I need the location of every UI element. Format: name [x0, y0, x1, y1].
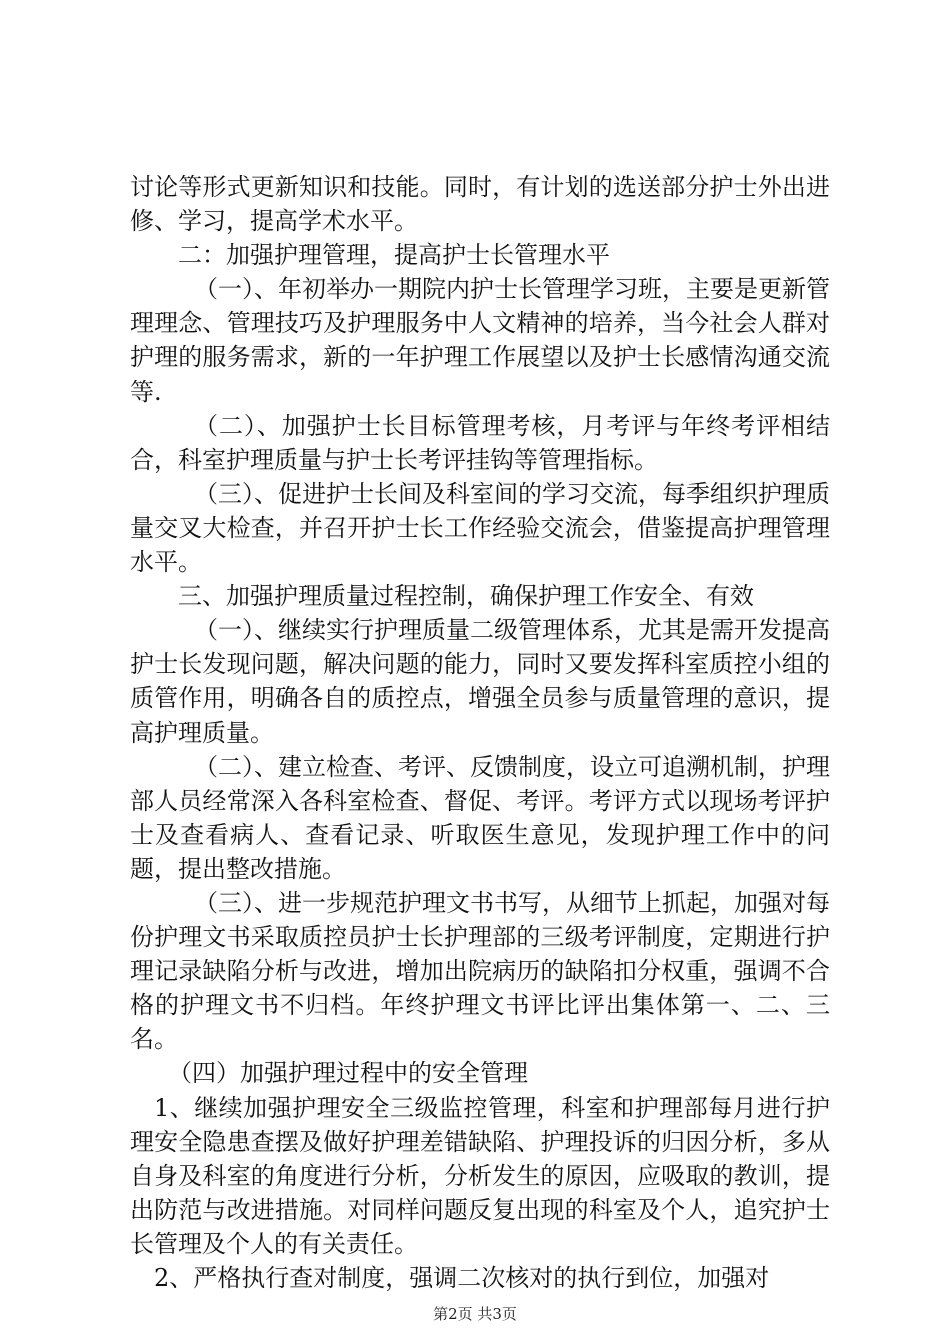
page-footer: 第2页 共3页	[433, 1305, 517, 1323]
paragraph: 三、加强护理质量过程控制，确保护理工作安全、有效	[178, 582, 754, 611]
paragraph: （二）、加强护士长目标管理考核，月考评与年终考评相结合，科室护理质量与护士长考评挂钩等管理指标。	[130, 411, 830, 474]
paragraph: （四）加强护理过程中的安全管理	[168, 1059, 528, 1088]
paragraph: （二）、建立检查、考评、反馈制度，设立可追溯机制，护理部人员经常深入各科室检查、督促、考评。考评方式以现场考评护士及查看病人、查看记录、听取医生意见，发现护理工作中的问题，提出整改措施。	[130, 752, 830, 883]
paragraph: （三）、进一步规范护理文书书写，从细节上抓起，加强对每份护理文书采取质控员护士长护理部的三级考评制度，定期进行护理记录缺陷分析与改进，增加出院病历的缺陷扣分权重，强调不合格的护理文书不归档。年终护理文书评比评出集体第一、二、三名。	[130, 888, 830, 1054]
paragraph: 2、严格执行查对制度，强调二次核对的执行到位，加强对	[154, 1264, 770, 1292]
paragraph: 1、继续加强护理安全三级监控管理，科室和护理部每月进行护理安全隐患查摆及做好护理差错缺陷、护理投诉的归因分析，多从自身及科室的角度进行分析，分析发生的原因，应吸取的教训，提出防范与改进措施。对同样问题反复出现的科室及个人，追究护士长管理及个人的有关责任。	[130, 1093, 830, 1258]
document-body	[130, 170, 830, 1295]
paragraph: （一）、年初举办一期院内护士长管理学习班，主要是更新管理理念、管理技巧及护理服务中人文精神的培养，当今社会人群对护理的服务需求，新的一年护理工作展望以及护士长感情沟通交流等.	[130, 275, 830, 406]
paragraph: 二：加强护理管理，提高护士长管理水平	[178, 241, 610, 270]
paragraph: 讨论等形式更新知识和技能。同时，有计划的选送部分护士外出进修、学习，提高学术水平。	[130, 173, 830, 236]
paragraph: （一）、继续实行护理质量二级管理体系，尤其是需开发提高护士长发现问题，解决问题的能力，同时又要发挥科室质控小组的质管作用，明确各自的质控点，增强全员参与质量管理的意识，提高护理质量。	[130, 616, 830, 747]
paragraph: （三）、促进护士长间及科室间的学习交流，每季组织护理质量交叉大检查，并召开护士长工作经验交流会，借鉴提高护理管理水平。	[130, 479, 830, 577]
